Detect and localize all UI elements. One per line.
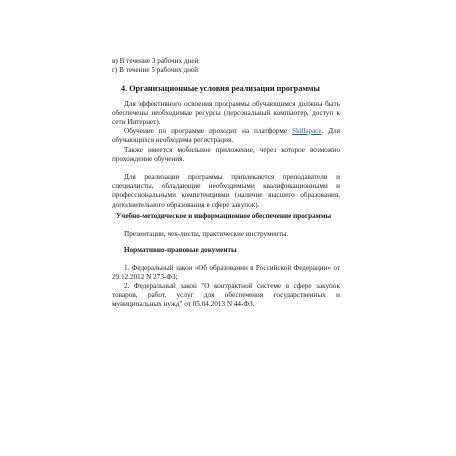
list-item-g: г) В течение 5 рабочих дней: [112, 66, 198, 74]
paragraph-mobile-app: Также имеется мобильное приложение, через которое возможно прохождение обучения.: [112, 146, 340, 164]
legal-item-1: 1. Федеральный закон «Об образовании в Российской Федерации» от 29.12.2012 N 273-ФЗ;: [112, 264, 340, 282]
legal-item-2: 2. Федеральный закон "О контрактной системе в сфере закупок товаров, работ, услуг для обеспечения государственных и муниципальных нужд" от 05.04.2013 N 44-ФЗ.: [112, 282, 340, 309]
paragraph-resources: Для эффективного освоения программы обучающимся должны быть обеспечены необходимые ресурсы (персональный компьютер, доступ к сети Интернет).: [112, 100, 340, 127]
paragraph-platform-text-before: Обучение по программе проходит на платформе: [124, 127, 292, 135]
section-4-heading: 4. Организационные условия реализации программы: [121, 84, 320, 93]
legal-heading: Нормативно-правовые документы: [124, 246, 237, 254]
list-item-v: в) В течение 3 рабочих дней: [112, 57, 199, 65]
paragraph-platform: [112, 127, 340, 145]
paragraph-staff: Для реализации программы привлекаются преподаватели и специалисты, обладающие необходимыми квалификационными и профессиональными компетенциями (наличие высшего образования, дополнительного образования в сфере закупок).: [112, 173, 340, 209]
methodical-heading: Учебно-методическое и информационное обеспечение программы: [116, 212, 332, 220]
paragraph-platform-text-after: . Для обучающихся необходима регистрация.: [112, 127, 340, 145]
skillspace-link[interactable]: Skillspace: [291, 127, 322, 135]
methodical-text: Презентации, чек-листы, практические инструменты.: [124, 230, 289, 238]
